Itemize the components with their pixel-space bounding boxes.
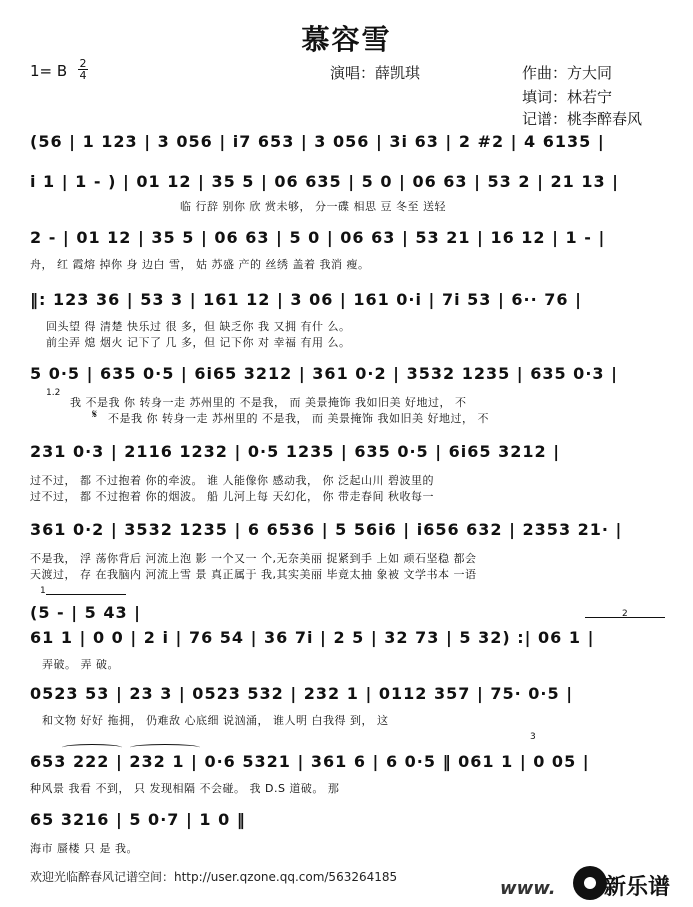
- record-icon: [573, 866, 607, 900]
- segno-icon: 𝄋: [92, 407, 98, 421]
- score-row-9: 61 1 | 0 0 | 2 i | 76 54 | 36 7i | 2 5 | 32 73 | 5 32) :| 06 1 |: [30, 628, 595, 647]
- song-title: 慕容雪: [301, 23, 392, 56]
- composer-credit: 作曲：方大同: [522, 64, 613, 82]
- lyricist-credit: 填词：林若宁: [522, 88, 613, 106]
- slur: [130, 744, 200, 751]
- footer-text: 欢迎光临醉春风记谱空间：http://user.qzone.qq.com/563264185: [30, 870, 398, 884]
- lyric-line: 过不过， 都 不过抱着 你的烟波。 船 儿河上每 天幻化， 你 带走春间 秋收每一: [30, 490, 434, 503]
- time-signature: [78, 58, 88, 81]
- logo-www: www.: [500, 878, 556, 899]
- volta-marker: 1.2: [46, 388, 61, 398]
- volta-bracket: [46, 594, 126, 595]
- transcriber-credit: 记谱：桃李醉春风: [522, 110, 643, 128]
- logo-text: 新乐谱: [604, 875, 671, 900]
- triplet-marker: 3: [530, 732, 536, 742]
- score-row-11: 653 222 | 232 1 | 0·6 5321 | 361 6 | 6 0·5 ‖ 061 1 | 0 05 |: [30, 752, 590, 771]
- score-row-1: (56 | 1 123 | 3 056 | i7 653 | 3 056 | 3i 63 | 2 #2 | 4 6135 |: [30, 132, 605, 151]
- singer-credit: 演唱：薛凯琪: [330, 64, 421, 82]
- lyric-line: 前尘弄 熄 烟火 记下了 几 多，但 记下你 对 幸福 有用 么。: [46, 336, 351, 349]
- lyric-line: 和文物 好好 拖拥， 仍难敌 心底细 说汹涌， 谁人明 白我得 到， 这: [42, 714, 389, 727]
- lyric-line: 种风景 我看 不到， 只 发现相隔 不会碰。 我 D.S 道破。 那: [30, 782, 340, 795]
- key-signature: 1= B: [30, 62, 68, 80]
- volta-marker: 2: [622, 609, 628, 619]
- lyric-line: 回头望 得 清楚 快乐过 很 多，但 缺乏你 我 又拥 有什 么。: [46, 320, 351, 333]
- score-row-6: 231 0·3 | 2116 1232 | 0·5 1235 | 635 0·5 | 6i65 3212 |: [30, 442, 561, 461]
- lyric-line: 临 行辞 别你 欣 赏未够， 分一碟 相思 豆 冬至 送轻: [180, 200, 446, 213]
- lyric-line: 过不过， 都 不过抱着 你的牵波。 谁 人能像你 感动我， 你 泛起山川 碧波里的: [30, 474, 434, 487]
- lyric-line: 舟， 红 霞熔 掉你 身 边白 雪， 姑 苏盛 产的 丝绣 盖着 我消 瘦。: [30, 258, 370, 271]
- score-row-10: 0523 53 | 23 3 | 0523 532 | 232 1 | 0112 357 | 75· 0·5 |: [30, 684, 574, 703]
- meter-bottom: 4: [79, 69, 87, 82]
- slur: [62, 744, 122, 751]
- score-row-12: 65 3216 | 5 0·7 | 1 0 ‖: [30, 810, 246, 829]
- score-row-3: 2 - | 01 12 | 35 5 | 06 63 | 5 0 | 06 63 | 53 21 | 16 12 | 1 - |: [30, 228, 606, 247]
- score-row-7: 361 0·2 | 3532 1235 | 6 6536 | 5 56i6 | i656 632 | 2353 21· |: [30, 520, 623, 539]
- lyric-line: 我 不是我 你 转身一走 苏州里的 不是我， 而 美景掩饰 我如旧美 好地过， 不: [70, 396, 467, 409]
- lyric-line: 海市 蜃楼 只 是 我。: [30, 842, 138, 855]
- lyric-line: 天渡过， 存 在我脑内 河流上雪 景 真正属于 我,其实美丽 毕竟太抽 象被 文学书本 一语: [30, 568, 477, 581]
- score-row-8: (5 - | 5 43 |: [30, 603, 142, 622]
- score-row-5: 5 0·5 | 635 0·5 | 6i65 3212 | 361 0·2 | 3532 1235 | 635 0·3 |: [30, 364, 618, 383]
- lyric-line: 不是我， 浮 荡你背后 河流上泡 影 一个又一 个,无奈美丽 捉紧到手 上如 顽石坚稳 都会: [30, 552, 477, 565]
- lyric-line: 弄破。 弄 破。: [42, 658, 119, 671]
- score-row-2: i 1 | 1 - ) | 01 12 | 35 5 | 06 635 | 5 0 | 06 63 | 53 2 | 21 13 |: [30, 172, 620, 191]
- volta-marker: 1: [40, 586, 46, 596]
- meter-top: 2: [79, 57, 87, 70]
- lyric-line: 不是我 你 转身一走 苏州里的 不是我， 而 美景掩饰 我如旧美 好地过， 不: [108, 412, 489, 425]
- score-row-4: ‖: 123 36 | 53 3 | 161 12 | 3 06 | 161 0·i | 7i 53 | 6·· 76 |: [30, 290, 582, 309]
